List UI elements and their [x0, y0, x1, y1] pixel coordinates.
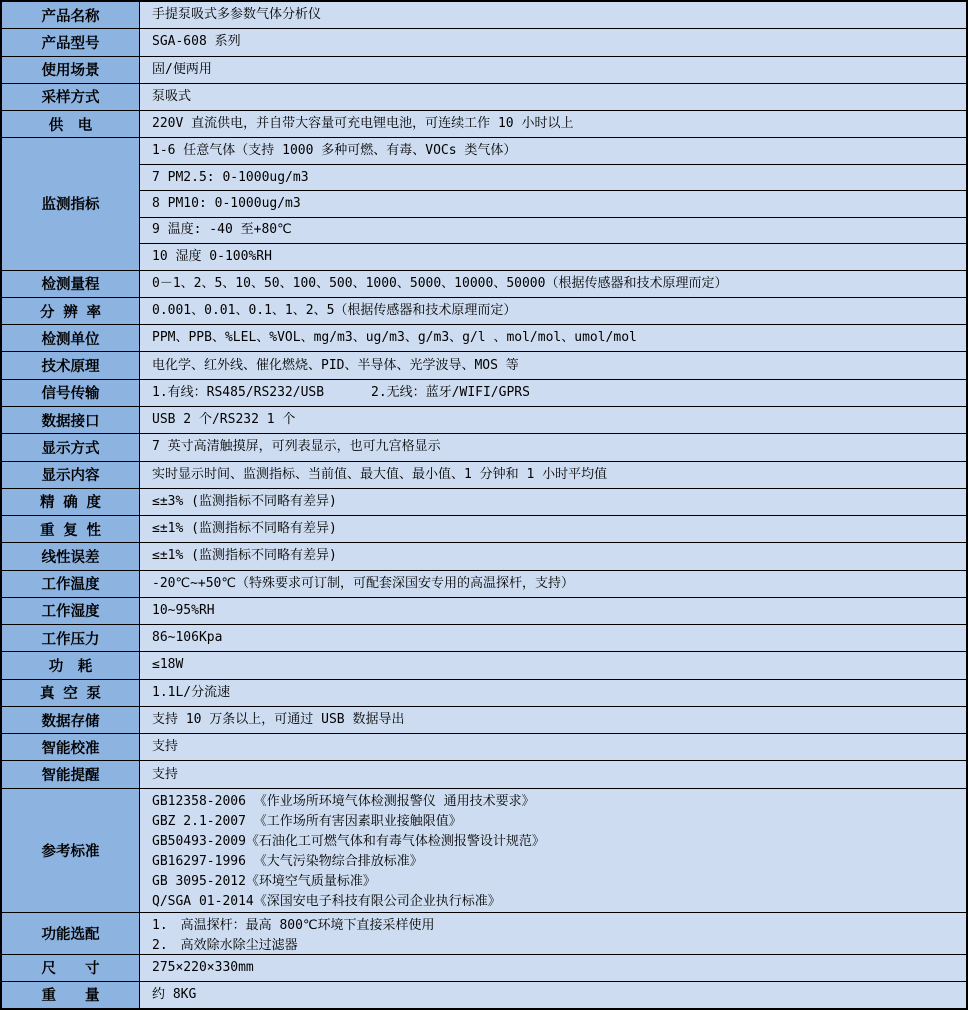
- spec-label: 数据存储: [2, 707, 140, 733]
- spec-row: [2, 954, 966, 981]
- spec-value-line: 8 PM10: 0-1000ug/m3: [152, 196, 301, 211]
- spec-value-cell: [140, 913, 966, 954]
- spec-value-column: [140, 271, 966, 297]
- spec-value-line: 支持 10 万条以上，可通过 USB 数据导出: [152, 712, 405, 728]
- spec-label: 功能选配: [2, 913, 140, 954]
- spec-value-line: ≤±1% (监测指标不同略有差异): [152, 548, 337, 564]
- spec-row: [2, 137, 966, 269]
- spec-value-column: [140, 543, 966, 569]
- spec-label: 功 耗: [2, 652, 140, 678]
- spec-value-column: [140, 352, 966, 378]
- spec-value-line: 电化学、红外线、催化燃烧、PID、半导体、光学波导、MOS 等: [152, 357, 519, 373]
- spec-label: 检测量程: [2, 271, 140, 297]
- spec-row: [2, 597, 966, 624]
- spec-row: [2, 912, 966, 954]
- spec-value-line: 1. 高温探杆：最高 800℃环境下直接采样使用: [152, 917, 435, 933]
- spec-value-cell: [140, 29, 966, 55]
- spec-value-cell: [140, 982, 966, 1008]
- spec-value-line: 固/便两用: [152, 61, 212, 77]
- spec-label: 产品名称: [2, 2, 140, 28]
- spec-label: 使用场景: [2, 57, 140, 83]
- spec-value-cell: [140, 761, 966, 787]
- spec-label: 显示内容: [2, 462, 140, 488]
- spec-row: [2, 733, 966, 760]
- spec-row: [2, 624, 966, 651]
- spec-value-line: 7 PM2.5: 0-1000ug/m3: [152, 169, 309, 185]
- spec-value-column: [140, 57, 966, 83]
- spec-value-column: [140, 407, 966, 433]
- spec-row: [2, 542, 966, 569]
- spec-value-cell: [140, 190, 966, 216]
- spec-value-cell: [140, 243, 966, 269]
- spec-label: 精 确 度: [2, 489, 140, 515]
- spec-value-cell: [140, 571, 966, 597]
- spec-label: 监测指标: [2, 138, 140, 269]
- spec-value-line: 275×220×330mm: [152, 959, 254, 975]
- spec-value-cell: [140, 407, 966, 433]
- spec-value-cell: [140, 707, 966, 733]
- spec-label: 重 复 性: [2, 516, 140, 542]
- spec-row: [2, 406, 966, 433]
- spec-row: [2, 570, 966, 597]
- spec-value-line: 实时显示时间、监测指标、当前值、最大值、最小值、1 分钟和 1 小时平均值: [152, 466, 608, 482]
- spec-value-line: 支持: [152, 739, 179, 755]
- spec-label: 工作湿度: [2, 598, 140, 624]
- spec-value-line: 2. 高效除水除尘过滤器: [152, 937, 298, 953]
- spec-value-line: GB 3095-2012《环境空气质量标准》: [152, 873, 376, 889]
- spec-value-column: [140, 982, 966, 1008]
- spec-value-column: [140, 516, 966, 542]
- spec-value-column: [140, 2, 966, 28]
- spec-value-column: [140, 434, 966, 460]
- spec-value-line: GB16297-1996 《大气污染物综合排放标准》: [152, 853, 423, 869]
- spec-value-column: [140, 680, 966, 706]
- spec-value-column: [140, 571, 966, 597]
- spec-row: [2, 651, 966, 678]
- spec-row: [2, 760, 966, 787]
- spec-value-cell: [140, 955, 966, 981]
- spec-row: [2, 2, 966, 28]
- spec-value-cell: [140, 543, 966, 569]
- spec-value-line: 1-6 任意气体（支持 1000 多种可燃、有毒、VOCs 类气体）: [152, 143, 517, 159]
- spec-value-line: 约 8KG: [152, 986, 197, 1002]
- spec-value-cell: [140, 380, 966, 406]
- spec-value-cell: [140, 789, 966, 912]
- spec-row: [2, 788, 966, 912]
- spec-value-column: [140, 84, 966, 110]
- spec-row: [2, 379, 966, 406]
- spec-label: 参考标准: [2, 789, 140, 912]
- spec-value-column: [140, 598, 966, 624]
- spec-value-column: [140, 955, 966, 981]
- spec-value-cell: [140, 489, 966, 515]
- spec-value-line: GB50493-2009《石油化工可燃气体和有毒气体检测报警设计规范》: [152, 833, 545, 849]
- spec-value-cell: [140, 352, 966, 378]
- spec-value-column: [140, 29, 966, 55]
- spec-value-column: [140, 325, 966, 351]
- spec-value-line: 1.有线：RS485/RS232/USB 2.无线：蓝牙/WIFI/GPRS: [152, 384, 530, 400]
- spec-value-column: [140, 111, 966, 137]
- spec-value-cell: [140, 734, 966, 760]
- spec-label: 真 空 泵: [2, 680, 140, 706]
- spec-value-line: GBZ 2.1-2007 《工作场所有害因素职业接触限值》: [152, 813, 462, 829]
- spec-row: [2, 56, 966, 83]
- spec-label: 检测单位: [2, 325, 140, 351]
- spec-value-line: USB 2 个/RS232 1 个: [152, 412, 296, 428]
- spec-value-line: 0－1、2、5、10、50、100、500、1000、5000、10000、50000（根据传感器和技术原理而定）: [152, 275, 728, 291]
- spec-value-line: 支持: [152, 766, 179, 782]
- spec-value-cell: [140, 164, 966, 190]
- spec-label: 智能校准: [2, 734, 140, 760]
- spec-value-column: [140, 380, 966, 406]
- spec-value-cell: [140, 271, 966, 297]
- spec-label: 尺 寸: [2, 955, 140, 981]
- spec-label: 产品型号: [2, 29, 140, 55]
- spec-value-column: [140, 913, 966, 954]
- spec-value-line: 0.001、0.01、0.1、1、2、5（根据传感器和技术原理而定）: [152, 303, 517, 319]
- spec-value-line: 7 英寸高清触摸屏，可列表显示，也可九宫格显示: [152, 439, 441, 455]
- spec-row: [2, 28, 966, 55]
- spec-value-cell: [140, 325, 966, 351]
- spec-row: [2, 515, 966, 542]
- spec-value-line: ≤18W: [152, 657, 184, 673]
- spec-value-cell: [140, 680, 966, 706]
- spec-value-column: [140, 489, 966, 515]
- spec-row: [2, 83, 966, 110]
- spec-value-line: 86~106Kpa: [152, 630, 223, 646]
- spec-value-column: [140, 734, 966, 760]
- spec-row: [2, 981, 966, 1008]
- spec-value-line: 10 湿度 0-100%RH: [152, 248, 272, 264]
- spec-value-line: GB12358-2006 《作业场所环境气体检测报警仪 通用技术要求》: [152, 793, 535, 809]
- spec-value-cell: [140, 57, 966, 83]
- spec-value-column: [140, 298, 966, 324]
- spec-value-line: 220V 直流供电，并自带大容量可充电锂电池，可连续工作 10 小时以上: [152, 116, 574, 132]
- spec-row: [2, 270, 966, 297]
- spec-value-cell: [140, 434, 966, 460]
- spec-value-cell: [140, 217, 966, 243]
- spec-label: 重 量: [2, 982, 140, 1008]
- spec-label: 信号传输: [2, 380, 140, 406]
- spec-label: 工作压力: [2, 625, 140, 651]
- spec-value-line: ≤±1% (监测指标不同略有差异): [152, 521, 337, 537]
- spec-row: [2, 488, 966, 515]
- spec-label: 线性误差: [2, 543, 140, 569]
- spec-value-column: [140, 789, 966, 912]
- spec-row: [2, 324, 966, 351]
- spec-value-cell: [140, 298, 966, 324]
- spec-value-line: 9 温度: -40 至+80℃: [152, 222, 292, 238]
- spec-value-cell: [140, 84, 966, 110]
- spec-row: [2, 679, 966, 706]
- spec-label: 技术原理: [2, 352, 140, 378]
- spec-value-line: 1.1L/分流速: [152, 684, 231, 700]
- spec-label: 工作温度: [2, 571, 140, 597]
- spec-value-column: [140, 761, 966, 787]
- spec-row: [2, 351, 966, 378]
- spec-value-line: 10~95%RH: [152, 602, 215, 618]
- spec-value-line: SGA-608 系列: [152, 34, 241, 50]
- spec-label: 供 电: [2, 111, 140, 137]
- spec-value-column: [140, 138, 966, 269]
- spec-value-line: -20℃~+50℃（特殊要求可订制，可配套深国安专用的高温探杆，支持）: [152, 575, 574, 591]
- spec-label: 数据接口: [2, 407, 140, 433]
- spec-value-cell: [140, 516, 966, 542]
- spec-value-column: [140, 625, 966, 651]
- spec-label: 智能提醒: [2, 761, 140, 787]
- spec-value-column: [140, 462, 966, 488]
- spec-value-cell: [140, 625, 966, 651]
- spec-value-line: 泵吸式: [152, 88, 192, 104]
- spec-value-column: [140, 652, 966, 678]
- spec-value-cell: [140, 138, 966, 163]
- spec-value-cell: [140, 462, 966, 488]
- spec-value-line: PPM、PPB、%LEL、%VOL、mg/m3、ug/m3、g/m3、g/l 、mol/mol、umol/mol: [152, 330, 637, 346]
- spec-value-line: ≤±3% (监测指标不同略有差异): [152, 493, 337, 509]
- spec-value-cell: [140, 111, 966, 137]
- spec-value-line: 手提泵吸式多参数气体分析仪: [152, 7, 322, 23]
- spec-label: 分 辨 率: [2, 298, 140, 324]
- spec-row: [2, 297, 966, 324]
- spec-value-cell: [140, 652, 966, 678]
- spec-label: 显示方式: [2, 434, 140, 460]
- spec-row: [2, 461, 966, 488]
- spec-row: [2, 433, 966, 460]
- spec-value-cell: [140, 598, 966, 624]
- spec-label: 采样方式: [2, 84, 140, 110]
- spec-row: [2, 110, 966, 137]
- spec-value-line: Q/SGA 01-2014《深国安电子科技有限公司企业执行标准》: [152, 893, 501, 909]
- spec-row: [2, 706, 966, 733]
- spec-value-column: [140, 707, 966, 733]
- spec-value-cell: [140, 2, 966, 28]
